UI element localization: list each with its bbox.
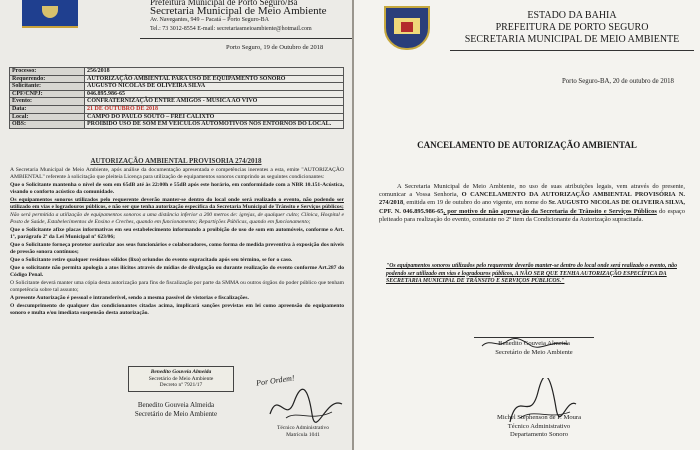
left-signer-name: Benedito Gouveia Almeida (137, 401, 215, 409)
process-table-row (10, 75, 344, 83)
technician-id: Matrícula 1041 (286, 431, 320, 438)
process-field-value: 256/2018 (85, 68, 344, 76)
technician-stamp (262, 425, 344, 438)
condition-item: Os equipamentos sonoros utilizados pelo requerente deverão manter-se dentro do local onde será realizado o evento, não podendo ser utilizado em vias e logradouros públicos, e não ser que tenha autorização específica da Secretaria Municipal de Trânsito e Serviços públicos; (10, 196, 344, 210)
stamp-role: Secretário de Meio Ambiente (148, 375, 214, 382)
condition-item: Que o Solicitante forneça protetor auricular aos seus funcionários e colaboradores, como forma de medida preventiva à exposição dos níveis de pressão sonora contínuos; (10, 241, 344, 255)
process-table-row (10, 105, 344, 113)
process-field-value: PROIBIDO USO DE SOM EM VEICULOS AUTOMOTIVOS NOS ENTORNOS DO LOCAL. (85, 121, 344, 129)
right-header-line1: ESTADO DA BAHIA (527, 10, 617, 21)
right-signer-2 (474, 414, 604, 440)
right-signer-2-name: Michel Stephenson de P. Moura (496, 414, 582, 421)
body-text: do espaço pleiteado para realização do evento, constante no 2º item da Condicionante da Autorização supracitada. (379, 207, 685, 223)
condition-item: Não será permitida a utilização de equipamentos sonoros a uma distância inferior a 200 metros de: igrejas, de qualquer culto; Clínica, Hospital e Posto de Saúde, Estabelecimentos de Ensino e Creches, quando em funcionamento; Repartições Públicas, quando em funcionamento; (10, 211, 344, 225)
right-quote (386, 263, 686, 286)
right-date: Porto Seguro-BA, 20 de outubro de 2018 (562, 78, 674, 85)
right-signer-2-dept: Departamento Sonoro (509, 431, 569, 438)
process-field-value: CAMPO DO PAULO SOUTO – FREI CALIXTO (85, 113, 344, 121)
body-text: A Secretaria Municipal de Meio Ambiente, no uso de suas atribuições legais, vem através do presente, comunicar a Vossa Senhoria, (379, 183, 685, 199)
left-date: Porto Seguro, 19 de Outubro de 2018 (226, 44, 324, 51)
right-paragraph (379, 183, 685, 224)
left-title: AUTORIZAÇÃO AMBIENTAL PROVISORIA 274/2018 (90, 157, 262, 165)
process-field-value: CONFRATERNIZAÇÃO ENTRE AMIGOS - MUSICA AO VIVO (85, 98, 344, 106)
left-intro: A Secretaria Municipal de Meio Ambiente, após análise da documentação apresentada e competências inerentes a esta, emite "AUTORIZAÇÃO AMBIENTAL" referente à solicitação que pleiteia Licença para utilização de equipamentos sonoros cumprindo as seguintes condicionantes: (10, 167, 344, 180)
process-field-label: Solicitante: (10, 83, 85, 91)
right-signer-1-name: Benedito Gouveia Almeida (498, 340, 570, 347)
process-field-label: Local: (10, 113, 85, 121)
left-signer-role: Secretário de Meio Ambiente (134, 410, 218, 418)
left-header-line2: Secretaria Municipal de Meio Ambiente (150, 5, 327, 17)
left-letterhead (0, 0, 352, 40)
right-letterhead (444, 10, 700, 46)
process-table-row (10, 90, 344, 98)
condition-item: Que o Solicitante retire qualquer resíduos sólidos (lixo) oriundos do evento supracitado após seu término, se for o caso. (10, 256, 293, 263)
body-text: , emitida em 19 de outubro do ano vigente, em nome do (403, 199, 549, 207)
condition-item: Que o Solicitante afixe placas informativas em seu estabelecimento informando a proibição de uso de som em automóveis, conforme o Art. 1º, parágrafo 2º da Lei Municipal nº 623/06; (10, 226, 344, 240)
process-table-row (10, 113, 344, 121)
left-header-line1: Prefeitura Municipal de Porto Seguro/Ba (150, 0, 298, 7)
right-document (354, 0, 700, 450)
process-field-value: AUTORIZAÇÃO AMBIENTAL PARA USO DE EQUIPAMENTO SONORO (85, 75, 344, 83)
secretary-stamp (128, 366, 234, 392)
left-header-divider (140, 38, 352, 39)
condition-item: Que o Solicitante mantenha o nível de som em 65dB até às 22:00h e 55dB após este horário, em conformidade com a NBR 10.151-Acústica, visando o conforto acústico da comunidade. (10, 181, 344, 195)
stamp-name: Benedito Gouveia Almeida (150, 369, 212, 375)
left-header-contact: Tel.: 73 3012-8554 E-mail: secretariasmeioambiente@hotmail.com (150, 26, 312, 32)
process-table (9, 67, 344, 129)
process-field-label: Data: (10, 105, 85, 113)
quote-text: "Os equipamentos sonoros utilizados pelo requerente deverão manter-se dentro do local onde será realizado o evento, não podendo ser utilizado em vias e logradouros públicos, A NÃO SER QUE TENHA AUTORIZAÇÃO ESPECÍFICA DA SECRETARIA MUNICIPAL DE TRÂNSITO E SERVIÇOS PÚBLICOS." (386, 263, 677, 285)
condition-item: A presente Autorização é pessoal e intransferível, sendo a mesma passível de vistorias e fiscalizações. (10, 295, 249, 302)
process-table-row (10, 98, 344, 106)
condition-item: O Solicitante deverá manter uma cópia desta autorização para fins de fiscalização por parte da SMMA ou outros órgãos do poder público que tenham competência sobre tal assunto; (10, 280, 345, 293)
process-field-label: Evento: (10, 98, 85, 106)
body-bold-text: Sr. AUGUSTO NICOLAS DE OLIVEIRA SILVA, CPF. N. 046.895.986-65 (379, 199, 686, 215)
right-signer-1-role: Secretário de Meio Ambiente (495, 349, 573, 356)
process-field-label: Processo: (10, 68, 85, 76)
body-bold-text: O CANCELAMENTO DA AUTORIZAÇÃO AMBIENTAL PROVISÓRIA N. 274/2018 (379, 191, 685, 207)
process-field-label: Requerendo: (10, 75, 85, 83)
process-table-row (10, 68, 344, 76)
right-signer-2-role: Técnico Administrativo (507, 422, 571, 430)
handwritten-note: Por Ordem! (255, 373, 296, 388)
process-field-value: AUGUSTO NICOLAS DE OLIVEIRA SILVA (85, 83, 344, 91)
right-body (379, 183, 685, 224)
condition-item: Que o solicitante não permita apologia a atos ilícitos através de mídias de divulgação ou durante realização do evento conforme Art.287 do Código Penal. (10, 265, 344, 278)
right-signer-1 (474, 337, 594, 357)
right-header-divider (450, 50, 694, 51)
process-field-label: OBS: (10, 121, 85, 129)
left-body (10, 167, 344, 318)
right-header-line2: PREFEITURA DE PORTO SEGURO (495, 22, 649, 33)
signature-line (474, 337, 594, 338)
stamp-decree: Decreto nº 7921/17 (159, 382, 203, 388)
process-table-row (10, 121, 344, 129)
technician-role: Técnico Administrativo (276, 425, 330, 431)
left-signer (0, 401, 352, 419)
process-table-row (10, 83, 344, 91)
right-title: CANCELAMENTO DE AUTORIZAÇÃO AMBIENTAL (417, 140, 637, 150)
condition-item: O descumprimento de qualquer das condicionantes citadas acima, implicará sanções previstas em lei como apreensão do equipamento sonoro e multa e/ou imediata suspensão desta autorização. (10, 303, 344, 317)
process-field-value: 21 DE OUTUBRO DE 2018 (85, 105, 344, 113)
process-field-value: 046.895.986-65 (85, 90, 344, 98)
body-underlined-text: , por motivo de não aprovação da Secretaria de Trânsito e Serviços Públicos (443, 207, 657, 215)
left-header-address: Av. Navegantes, 949 – Pacatá – Porto Seguro-BA (150, 17, 269, 23)
right-header-line3: SECRETARIA MUNICIPAL DE MEIO AMBIENTE (464, 34, 680, 45)
porto-seguro-coat-of-arms-icon (384, 6, 430, 50)
municipal-seal-icon (22, 0, 78, 28)
process-field-label: CPF/CNPJ: (10, 90, 85, 98)
